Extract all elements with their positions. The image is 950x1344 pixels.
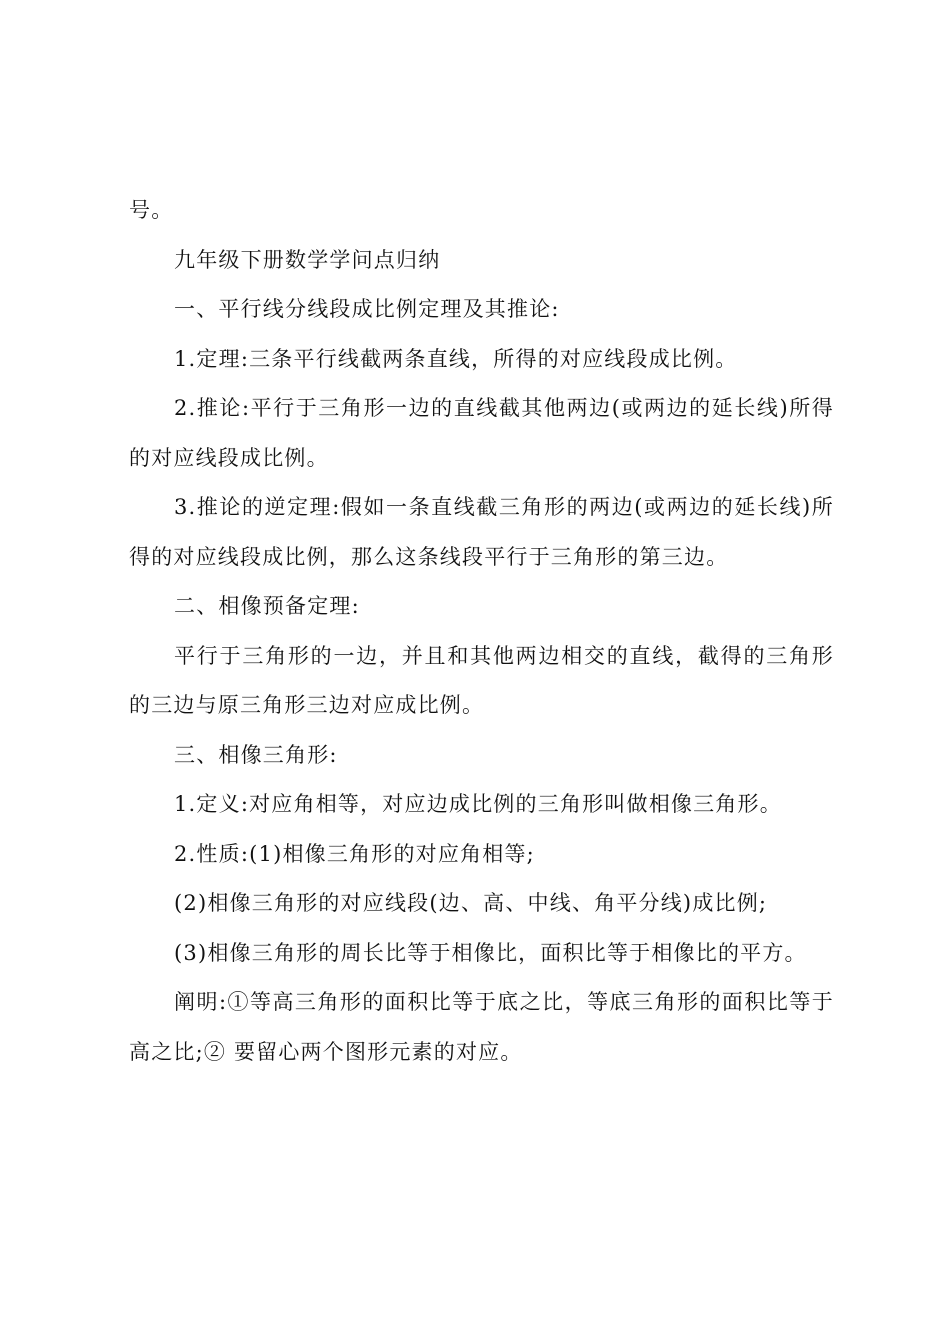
paragraph-converse: 3.推论的逆定理:假如一条直线截三角形的两边(或两边的延长线)所得的对应线段成比例，那么这条线段平行于三角形的第三边。 [129,495,834,569]
heading-one: 一、平行线分线段成比例定理及其推论: [174,297,560,321]
paragraph-preliminary-theorem: 平行于三角形的一边，并且和其他两边相交的直线，截得的三角形的三边与原三角形三边对应成比例。 [129,643,834,717]
paragraph-property-3: (3)相像三角形的周长比等于相像比，面积比等于相像比的平方。 [174,940,807,965]
paragraph-theorem: 1.定理:三条平行线截两条直线，所得的对应线段成比例。 [174,346,738,371]
document-body [129,186,834,1077]
paragraph-property-2: (2)相像三角形的对应线段(边、高、中线、角平分线)成比例; [174,891,768,915]
paragraph-note: 阐明:①等高三角形的面积比等于底之比，等底三角形的面积比等于高之比;② 要留心两个图形元素的对应。 [129,990,834,1064]
heading-two: 二、相像预备定理: [174,594,360,618]
paragraph-definition: 1.定义:对应角相等，对应边成比例的三角形叫做相像三角形。 [174,792,782,816]
paragraph-corollary: 2.推论:平行于三角形一边的直线截其他两边(或两边的延长线)所得的对应线段成比例。 [129,396,834,470]
heading-three: 三、相像三角形: [174,742,338,767]
section-title: 九年级下册数学学问点归纳 [174,247,441,272]
paragraph-continuation: 号。 [129,198,174,222]
paragraph-property-1: 2.性质:(1)相像三角形的对应角相等; [174,841,535,866]
